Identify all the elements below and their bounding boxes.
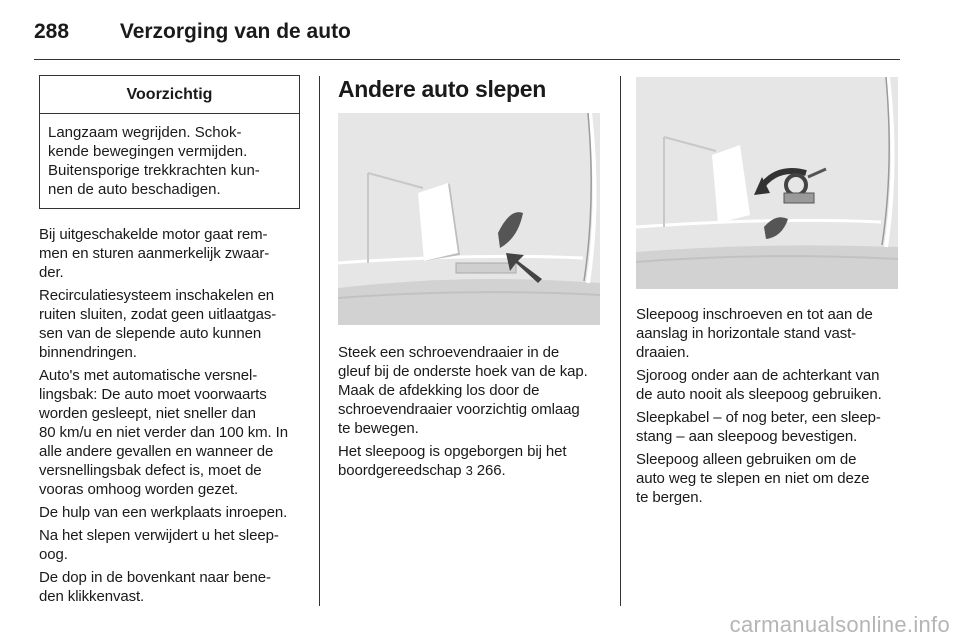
caution-text: Langzaam wegrijden. Schok- kende bewegingen vermijden. Buitensporige trekkrachten kun- nen de auto beschadigen.: [48, 124, 260, 198]
page-reference-icon: 3: [465, 463, 473, 478]
watermark: carmanualsonline.info: [729, 612, 950, 637]
bumper-cover-drawing: [338, 113, 600, 325]
page-number: 288: [34, 20, 70, 43]
paragraph: Sleepoog inschroeven en tot aan de aanslag in horizontale stand vast- draaien.: [636, 306, 873, 361]
paragraph: Na het slepen verwijdert u het sleep- oog.: [39, 527, 279, 563]
paragraph: Sjoroog onder aan de achterkant van de auto nooit als sleepoog gebruiken.: [636, 367, 882, 403]
reference-text: Het sleepoog is opgeborgen bij het boordgereedschap: [338, 443, 567, 479]
column-3: [636, 75, 902, 511]
column-2: [338, 75, 604, 484]
towing-eye-drawing: [636, 77, 898, 289]
reference-paragraph: [338, 442, 604, 480]
paragraph: Sleepoog alleen gebruiken om de auto weg te slepen en niet om deze te bergen.: [636, 451, 870, 506]
paragraph: Recirculatiesysteem inschakelen en ruiten sluiten, zodat geen uitlaatgas- sen van de slepende auto kunnen binnendringen.: [39, 287, 277, 361]
page-header: [34, 14, 900, 50]
paragraph: De dop in de bovenkant naar bene- den klikkenvast.: [39, 569, 271, 605]
column-1: [39, 75, 303, 610]
header-rule: [34, 59, 900, 60]
column-divider-2: [620, 76, 621, 606]
paragraph: Bij uitgeschakelde motor gaat rem- men en sturen aanmerkelijk zwaar- der.: [39, 226, 270, 281]
paragraph: Auto's met automatische versnel- lingsbak: De auto moet voorwaarts worden gesleept, niet sneller dan 80 km/u en niet verder dan 100 km. In alle andere gevallen en wanneer de versnellingsbak defect is, moet de vooras omhoog worden gezet.: [39, 367, 288, 498]
towing-eye-illustration: [636, 77, 898, 289]
section-title: Andere auto slepen: [338, 76, 547, 102]
bumper-cover-illustration: [338, 113, 600, 325]
page-title: Verzorging van de auto: [119, 20, 351, 43]
reference-page: 266.: [472, 462, 506, 479]
caution-title: Voorzichtig: [40, 76, 299, 114]
paragraph: De hulp van een werkplaats inroepen.: [39, 504, 288, 521]
paragraph: Sleepkabel – of nog beter, een sleep- stang – aan sleepoog bevestigen.: [636, 409, 881, 445]
column-divider-1: [319, 76, 320, 606]
caution-box: [39, 75, 300, 209]
paragraph: Steek een schroevendraaier in de gleuf bij de onderste hoek van de kap. Maak de afdekking los door de schroevendraaier voorzichtig omlaag te bewegen.: [338, 344, 588, 437]
